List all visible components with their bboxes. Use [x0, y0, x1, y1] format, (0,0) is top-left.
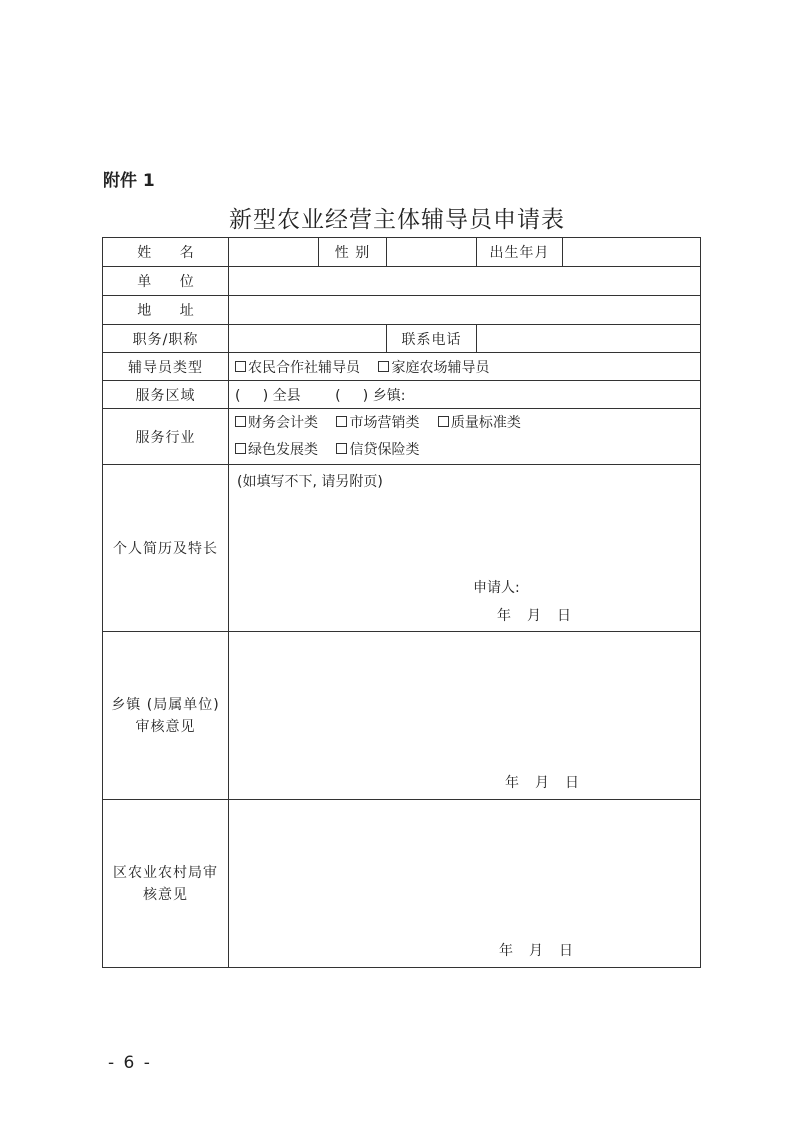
phone-label: 联系电话 [387, 325, 477, 353]
page-number: - 6 - [108, 1053, 152, 1073]
type-option-farm[interactable]: 家庭农场辅导员 [378, 360, 489, 376]
applicant-label: 申请人: [473, 580, 520, 596]
type-label: 辅导员类型 [103, 353, 229, 381]
row-address [103, 296, 701, 325]
row-town-review [103, 632, 701, 800]
row-position [103, 325, 701, 353]
town-review-field[interactable] [229, 632, 701, 800]
checkbox-icon[interactable] [235, 361, 246, 372]
checkbox-icon[interactable] [378, 361, 389, 372]
industry-option-credit[interactable]: 信贷保险类 [336, 442, 419, 458]
checkbox-icon[interactable] [235, 416, 246, 427]
position-label: 职务/职称 [103, 325, 229, 353]
type-option-coop[interactable]: 农民合作社辅导员 [235, 360, 360, 376]
phone-field[interactable] [477, 325, 701, 353]
address-field[interactable] [229, 296, 701, 325]
industry-option-finance[interactable]: 财务会计类 [235, 415, 318, 431]
area-county[interactable]: ( ) 全县 [235, 387, 301, 404]
unit-label: 单 位 [103, 267, 229, 296]
area-label: 服务区域 [103, 381, 229, 409]
birth-label: 出生年月 [477, 238, 563, 267]
address-label: 地 址 [103, 296, 229, 325]
checkbox-icon[interactable] [438, 416, 449, 427]
attachment-label: 附件 1 [103, 171, 155, 191]
row-type [103, 353, 701, 381]
district-review-field[interactable] [229, 800, 701, 968]
area-town[interactable]: ( ) 乡镇: [335, 387, 406, 404]
row-unit [103, 267, 701, 296]
town-review-label: 乡镇 (局属单位)审核意见 [103, 632, 229, 800]
industry-option-green[interactable]: 绿色发展类 [235, 442, 318, 458]
gender-label: 性 别 [319, 238, 387, 267]
district-review-label: 区农业农村局审核意见 [103, 800, 229, 968]
checkbox-icon[interactable] [235, 443, 246, 454]
checkbox-icon[interactable] [336, 416, 347, 427]
industry-option-quality[interactable]: 质量标准类 [438, 415, 521, 431]
resume-date: 年 月 日 [497, 608, 573, 624]
checkbox-icon[interactable] [336, 443, 347, 454]
position-field[interactable] [229, 325, 387, 353]
unit-field[interactable] [229, 267, 701, 296]
birth-field[interactable] [563, 238, 701, 267]
area-options [229, 381, 701, 409]
row-name [103, 238, 701, 267]
application-form-table [102, 237, 701, 968]
name-field[interactable] [229, 238, 319, 267]
industry-options [229, 409, 701, 465]
row-district-review [103, 800, 701, 968]
form-title: 新型农业经营主体辅导员申请表 [229, 207, 565, 233]
district-review-date: 年 月 日 [499, 943, 575, 959]
name-label: 姓 名 [103, 238, 229, 267]
resume-field[interactable] [229, 465, 701, 632]
resume-note: (如填写不下, 请另附页) [237, 474, 383, 490]
industry-option-marketing[interactable]: 市场营销类 [336, 415, 419, 431]
type-options [229, 353, 701, 381]
gender-field[interactable] [387, 238, 477, 267]
row-industry [103, 409, 701, 465]
town-review-date: 年 月 日 [505, 775, 581, 791]
row-resume [103, 465, 701, 632]
resume-label: 个人简历及特长 [103, 465, 229, 632]
industry-label: 服务行业 [103, 409, 229, 465]
row-area [103, 381, 701, 409]
